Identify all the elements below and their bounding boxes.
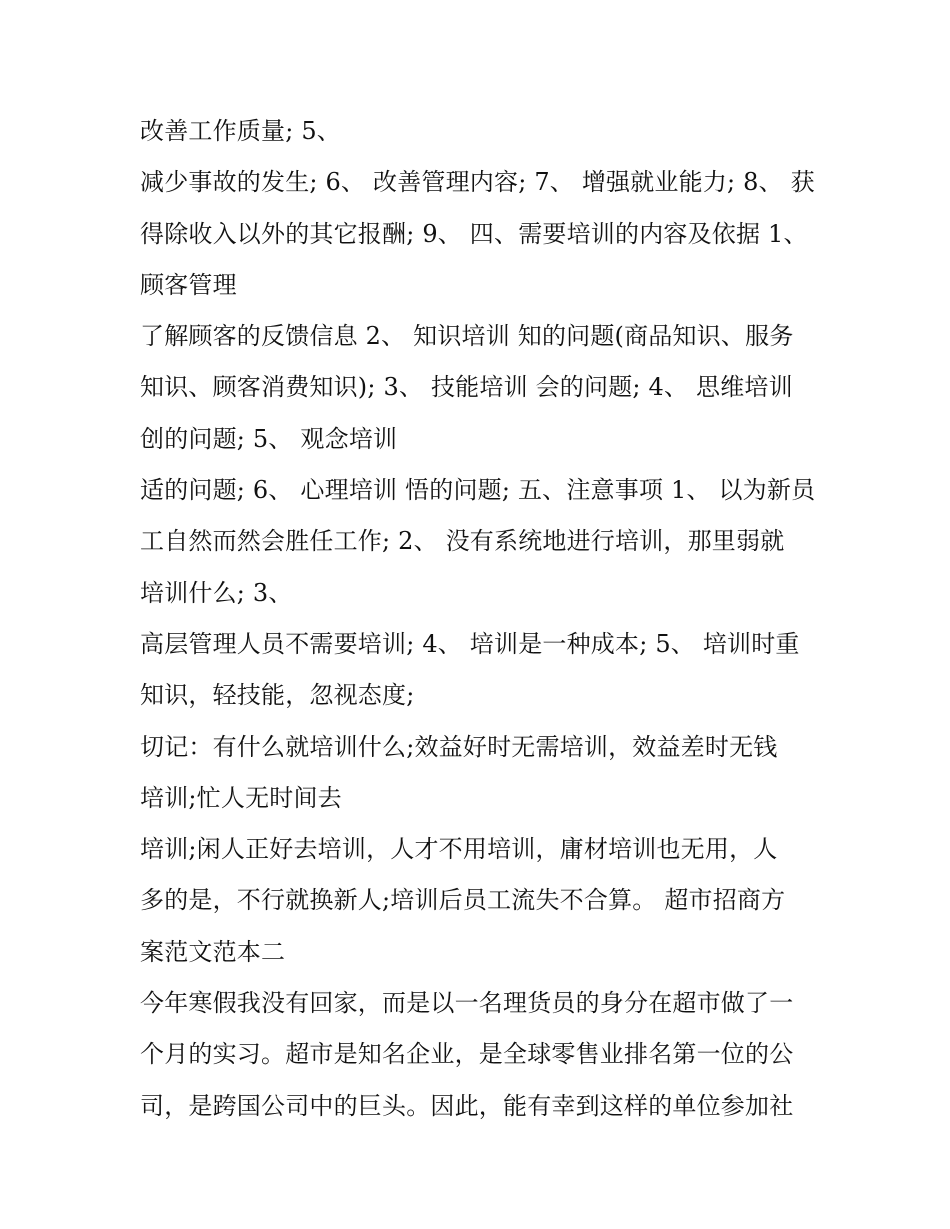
text-line: 适的问题; 6、 心理培训 悟的问题; 五、注意事项 1、 以为新员 (140, 476, 816, 505)
text-line: 改善工作质量; 5、 (140, 117, 341, 145)
text-line: 工自然而然会胜任工作; 2、 没有系统地进行培训，那里弱就 (140, 527, 785, 556)
text-line: 培训什么; 3、 (140, 578, 293, 607)
text-line: 培训;忙人无时间去 (140, 783, 342, 812)
text-line: 培训;闲人正好去培训，人才不用培训，庸材培训也无用，人 (140, 835, 778, 864)
text-line: 切记：有什么就培训什么;效益好时无需培训，效益差时无钱 (140, 732, 778, 761)
text-line: 司，是跨国公司中的巨头。因此，能有幸到这样的单位参加社 (140, 1091, 794, 1120)
text-line: 减少事故的发生; 6、 改善管理内容; 7、 增强就业能力; 8、 获 (140, 168, 815, 197)
text-line: 知识，轻技能，忽视态度; (140, 681, 415, 710)
text-line: 创的问题; 5、 观念培训 (140, 424, 398, 453)
text-line: 得除收入以外的其它报酬; 9、 四、需要培训的内容及依据 1、 (140, 219, 808, 248)
text-line: 案范文范本二 (140, 937, 286, 966)
document-body (140, 106, 820, 1132)
text-line: 多的是，不行就换新人;培训后员工流失不合算。 超市招商方 (140, 886, 786, 915)
text-line: 了解顾客的反馈信息 2、 知识培训 知的问题(商品知识、服务 (140, 322, 794, 351)
text-line: 顾客管理 (140, 270, 237, 299)
text-line: 个月的实习。超市是知名企业，是全球零售业排名第一位的公 (140, 1040, 794, 1069)
text-line: 高层管理人员不需要培训; 4、 培训是一种成本; 5、 培训时重 (140, 629, 800, 658)
text-line: 知识、顾客消费知识); 3、 技能培训 会的问题; 4、 思维培训 (140, 373, 793, 402)
text-line: 今年寒假我没有回家，而是以一名理货员的身分在超市做了一 (140, 989, 794, 1018)
